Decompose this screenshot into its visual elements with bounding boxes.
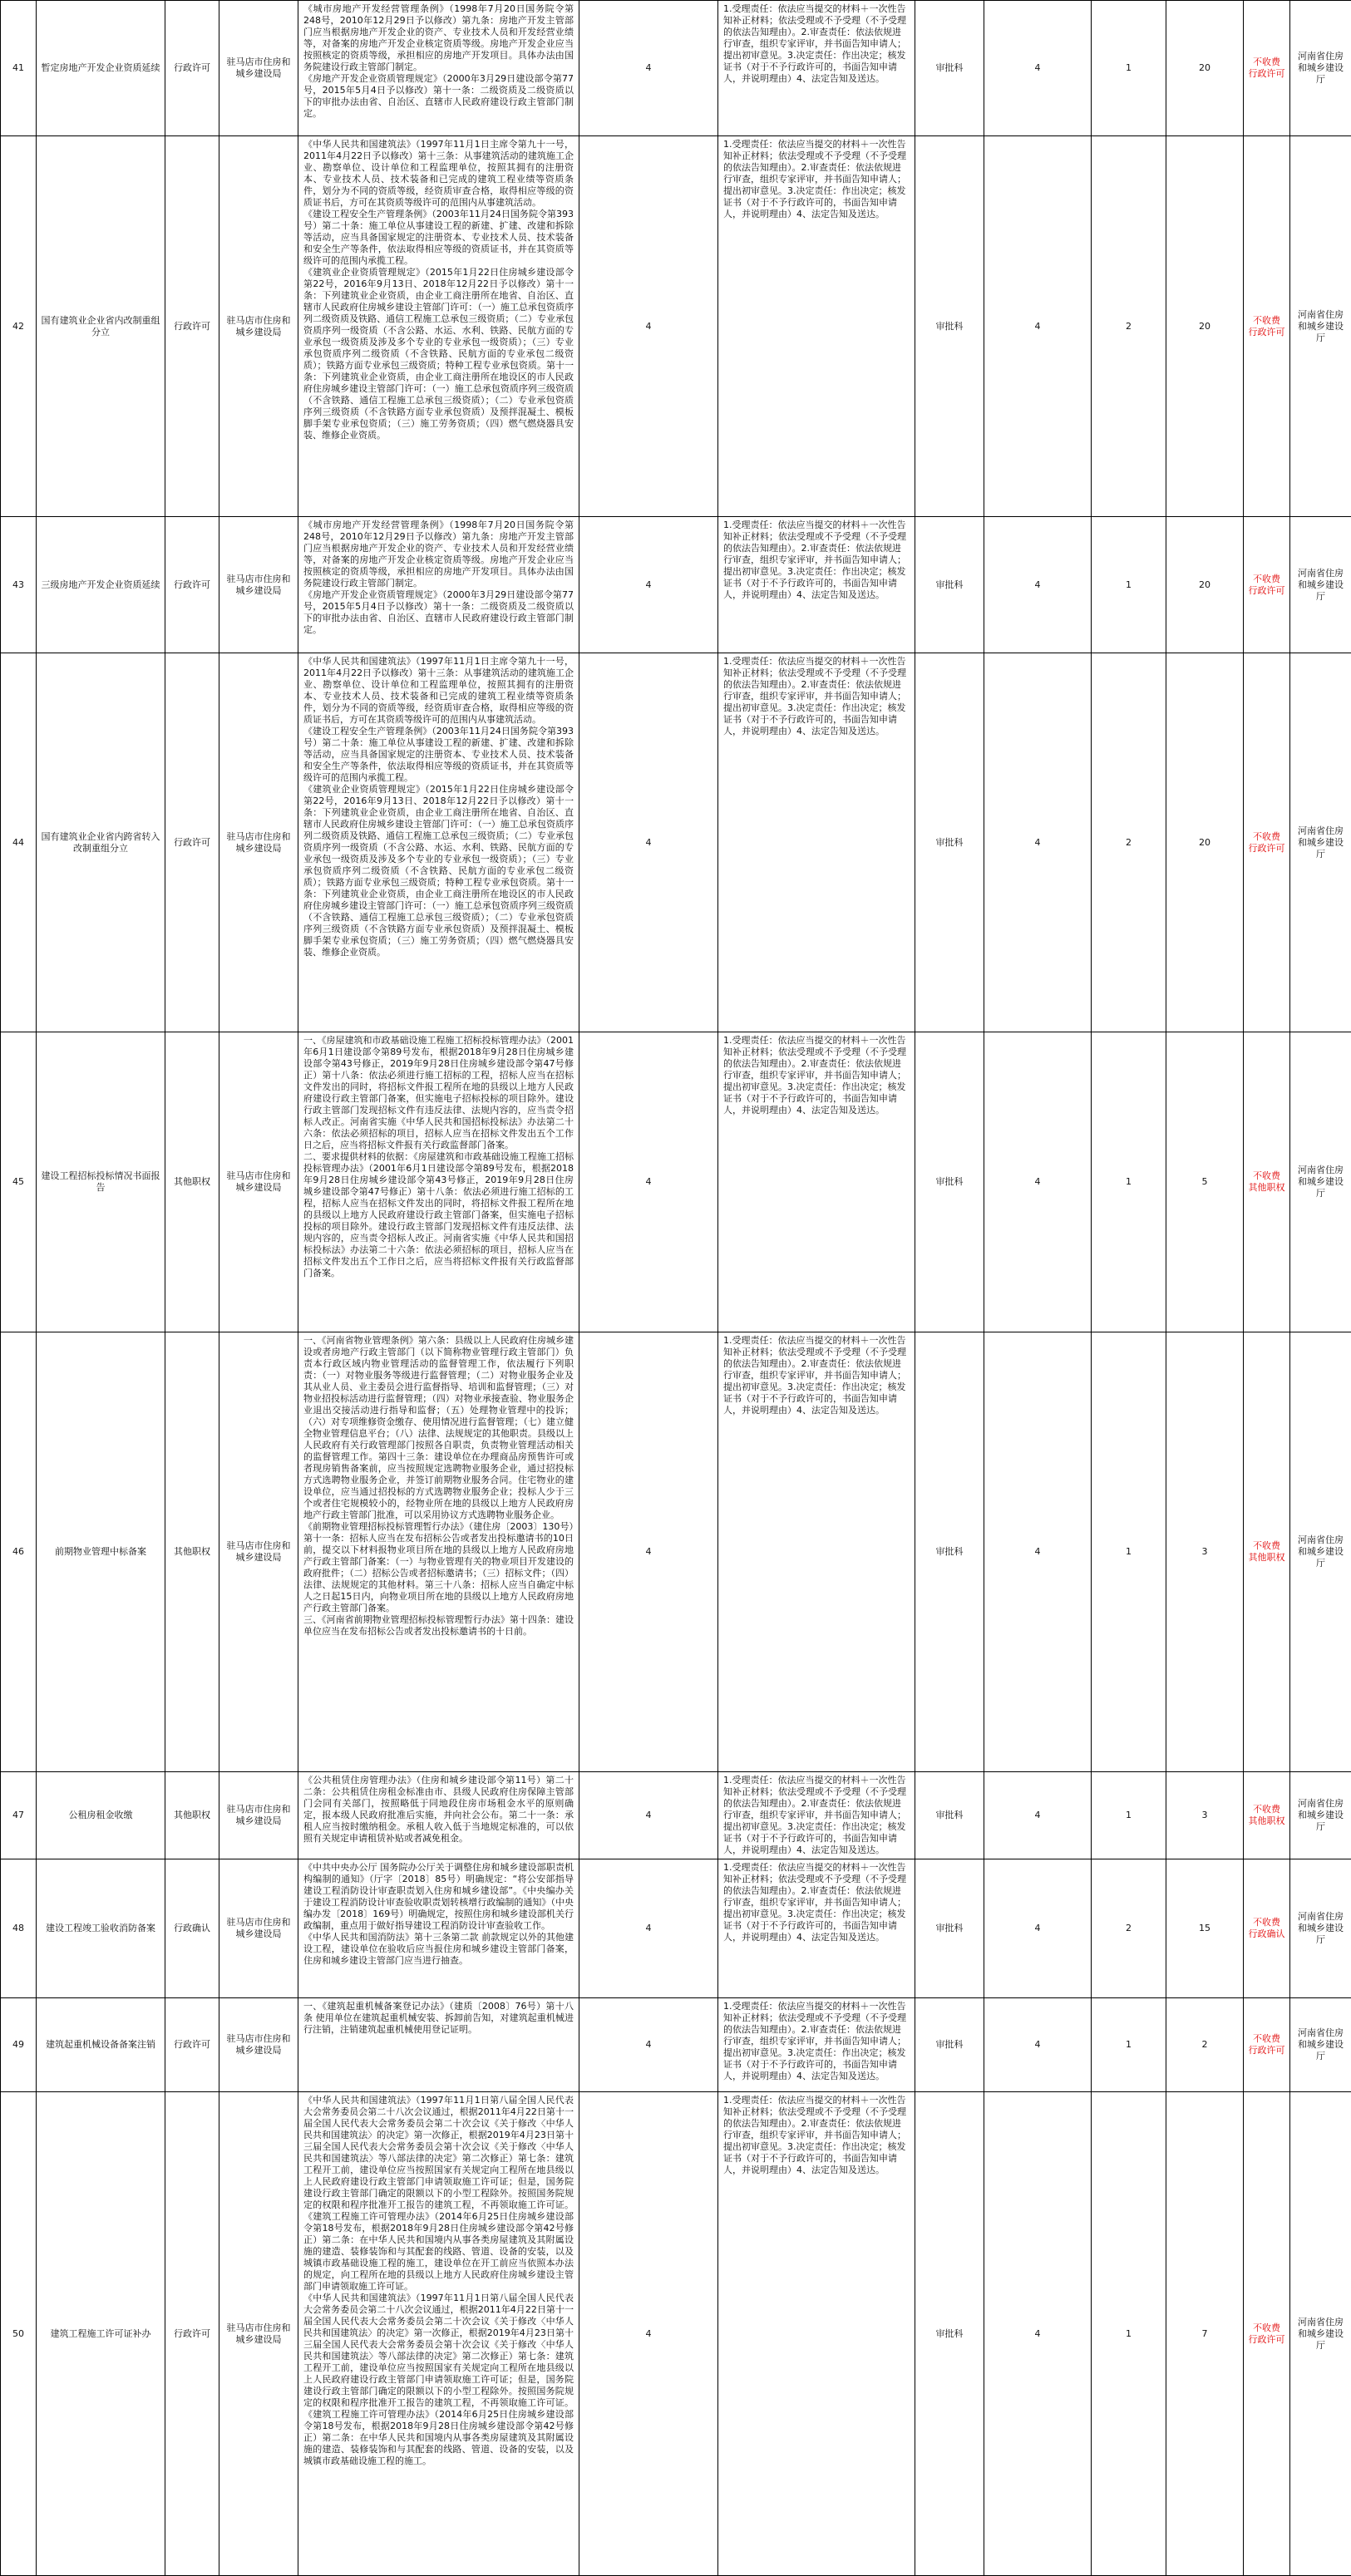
row-number: 47 xyxy=(12,1810,24,1820)
implementing-dept-cell xyxy=(219,2092,298,2576)
supervising-authority-cell xyxy=(1290,136,1351,517)
exercise-level: 4 xyxy=(646,2328,652,2339)
table-row xyxy=(1,136,1351,517)
handling-office: 审批科 xyxy=(936,837,964,848)
responsibility: 1.受理责任：依法应当提交的材料＋一次性告知补正材料；依法受理或不予受理（不予受理的依法告知理由）。2.审查责任：依法依规进行审查，组织专家评审，并书面告知申请人；提出初审意见。3.决定责任：作出决定；核发证书（对于不予行政许可的，书面告知申请人，并说明理由）4、法定告知及送达。 xyxy=(723,2095,906,2175)
value-a: 4 xyxy=(1035,321,1041,332)
responsibility: 1.受理责任：依法应当提交的材料＋一次性告知补正材料；依法受理或不予受理（不予受理的依法告知理由）。2.审查责任：依法依规进行审查，组织专家评审，并书面告知申请人；提出初审意见。3.决定责任：作出决定；核发证书（对于不予行政许可的，书面告知申请人，并说明理由）4、法定告知及送达。 xyxy=(723,1335,906,1416)
exercise-level: 4 xyxy=(646,321,652,332)
time-limit-cell xyxy=(1166,1332,1244,1772)
implementing-dept-cell xyxy=(219,136,298,517)
handling-office-cell xyxy=(915,517,984,653)
exercise-level-cell xyxy=(579,517,718,653)
handling-office-cell xyxy=(915,136,984,517)
responsibility-cell xyxy=(718,653,915,1032)
power-type-cell xyxy=(165,1772,219,1859)
power-type: 行政许可 xyxy=(174,837,210,848)
supervising-authority-cell xyxy=(1290,653,1351,1032)
handling-office-cell xyxy=(915,1332,984,1772)
implementing-dept: 驻马店市住房和城乡建设局 xyxy=(227,57,291,79)
exercise-level: 4 xyxy=(646,1810,652,1820)
table-body xyxy=(1,1,1351,2576)
supervising-authority-cell xyxy=(1290,517,1351,653)
handling-office: 审批科 xyxy=(936,1923,964,1933)
responsibility: 1.受理责任：依法应当提交的材料＋一次性告知补正材料；依法受理或不予受理（不予受理的依法告知理由）。2.审查责任：依法依规进行审查，组织专家评审，并书面告知申请人；提出初审意见。3.决定责任：作出决定；核发证书（对于不予行政许可的，书面告知申请人，并说明理由）4、法定告知及送达。 xyxy=(723,1035,906,1116)
supervising-authority: 河南省住房和城乡建设厅 xyxy=(1298,51,1344,85)
value-a: 4 xyxy=(1035,1176,1041,1187)
implementing-dept-cell xyxy=(219,1332,298,1772)
fee-label: 不收费 xyxy=(1247,57,1286,68)
power-type-cell xyxy=(165,653,219,1032)
power-type: 行政许可 xyxy=(174,2328,210,2339)
legal-basis: 一、《河南省物业管理条例》第六条：县级以上人民政府住房城乡建设或者房地产行政主管部门（以下简称物业管理行政主管部门）负责本行政区域内物业管理活动的监督管理工作，依法履行下列职责：（一）对物业服务等级进行监督管理；（二）对物业服务企业及其从业人员、业主委员会进行监督指导、培训和监督管理；（三）对物业招投标活动进行监督管理；（四）对物业承接查验、物业服务企业退出交接活动进行指导和监督；（五）处理物业管理中的投诉；（六）对专项维修资金缴存、使用情况进行监督管理；（七）建立健全物业管理信息平台；（八）法律、法规规定的其他职责。县级以上人民政府有关行政管理部门按照各自职责，负责物业管理活动相关的监督管理工作。第四十三条：建设单位在办理商品房预售许可或者现房销售备案前，应当按照规定选聘物业服务企业，通过招投标方式选聘物业服务企业，并签订前期物业服务合同。住宅物业的建设单位，应当通过招投标的方式选聘物业服务企业；投标人少于三个或者住宅规模较小的，经物业所在地的县级以上地方人民政府房地产行政主管部门批准，可以采用协议方式选聘物业服务企业。 《前期物业管理招标投标管理暂行办法》（建住房〔2003〕130号）第十一条：招标人应当在发布招标公告或者发出投标邀请书的10日前，提交以下材料报物业项目所在地的县级以上地方人民政府房地产行政主管部门备案：（一）与物业管理有关的物业项目开发建设的政府批件；（二）招标公告或者招标邀请书；（三）招标文件；（四）法律、法规规定的其他材料。第三十八条：招标人应当自确定中标人之日起15日内，向物业项目所在地的县级以上地方人民政府房地产行政主管部门备案。 三、《河南省前期物业管理招标投标管理暂行办法》第十四条：建设单位应当在发布招标公告或者发出投标邀请书的十日前。 xyxy=(303,1335,574,1637)
fee-category: 行政许可 xyxy=(1247,68,1286,80)
value-b-cell xyxy=(1092,136,1166,517)
row-number-cell xyxy=(1,1032,37,1332)
supervising-authority: 河南省住房和城乡建设厅 xyxy=(1298,2027,1344,2061)
fee-label: 不收费 xyxy=(1247,1804,1286,1815)
value-a-cell xyxy=(984,136,1092,517)
legal-basis-cell xyxy=(298,1,579,136)
item-name-cell xyxy=(37,1998,165,2092)
supervising-authority-cell xyxy=(1290,1998,1351,2092)
fee-label: 不收费 xyxy=(1247,1540,1286,1552)
power-type: 行政许可 xyxy=(174,579,210,590)
value-b-cell xyxy=(1092,1332,1166,1772)
value-a-cell xyxy=(984,1859,1092,1998)
implementing-dept-cell xyxy=(219,1859,298,1998)
handling-office-cell xyxy=(915,1859,984,1998)
row-number-cell xyxy=(1,1772,37,1859)
responsibility: 1.受理责任：依法应当提交的材料＋一次性告知补正材料；依法受理或不予受理（不予受理的依法告知理由）。2.审查责任：依法依规进行审查，组织专家评审，并书面告知申请人；提出初审意见。3.决定责任：作出决定；核发证书（对于不予行政许可的，书面告知申请人，并说明理由）4、法定告知及送达。 xyxy=(723,2001,906,2081)
supervising-authority: 河南省住房和城乡建设厅 xyxy=(1298,1911,1344,1945)
table-row xyxy=(1,1998,1351,2092)
power-type: 行政许可 xyxy=(174,2039,210,2050)
time-limit-cell xyxy=(1166,1998,1244,2092)
item-name: 三级房地产开发企业资质延续 xyxy=(42,579,160,590)
value-b-cell xyxy=(1092,2092,1166,2576)
power-type: 其他职权 xyxy=(174,1810,210,1820)
row-number: 50 xyxy=(12,2328,24,2339)
item-name-cell xyxy=(37,2092,165,2576)
legal-basis-cell xyxy=(298,2092,579,2576)
fee-label: 不收费 xyxy=(1247,1170,1286,1182)
time-limit: 2 xyxy=(1202,2039,1208,2050)
row-number-cell xyxy=(1,136,37,517)
fee-category: 行政许可 xyxy=(1247,2334,1286,2346)
responsibility: 1.受理责任：依法应当提交的材料＋一次性告知补正材料；依法受理或不予受理（不予受理的依法告知理由）。2.审查责任：依法依规进行审查，组织专家评审，并书面告知申请人；提出初审意见。3.决定责任：作出决定；核发证书（对于不予行政许可的，书面告知申请人，并说明理由）4、法定告知及送达。 xyxy=(723,656,906,736)
time-limit-cell xyxy=(1166,653,1244,1032)
power-type: 行政许可 xyxy=(174,62,210,73)
row-number-cell xyxy=(1,2092,37,2576)
time-limit: 20 xyxy=(1199,321,1210,332)
value-b-cell xyxy=(1092,1,1166,136)
exercise-level-cell xyxy=(579,1,718,136)
supervising-authority: 河南省住房和城乡建设厅 xyxy=(1298,309,1344,343)
row-number: 44 xyxy=(12,837,24,848)
legal-basis-cell xyxy=(298,517,579,653)
value-b-cell xyxy=(1092,653,1166,1032)
legal-basis: 一、《房屋建筑和市政基础设施工程施工招标投标管理办法》（2001年6月1日建设部令第89号发布，根据2018年9月28日住房城乡建设部令第43号修正，2019年9月28日住房城乡建设部令第47号修正）第十八条：依法必须进行施工招标的工程，招标人应当在招标文件发出的同时，将招标文件报工程所在地的县级以上地方人民政府建设行政主管部门备案，但实施电子招标投标的项目除外。建设行政主管部门发现招标文件有违反法律、法规内容的，应当责令招标人改正。河南省实施《中华人民共和国招标投标法》办法第二十六条：依法必须招标的项目，招标人应当在招标文件发出五个工作日之后，应当将招标文件报有关行政监督部门备案。 二、要求提供材料的依据：《房屋建筑和市政基础设施工程施工招标投标管理办法》（2001年6月1日建设部令第89号发布，根据2018年9月28日住房城乡建设部令第43号修正，2019年9月28日住房城乡建设部令第47号修正）第十八条：依法必须进行施工招标的工程，招标人应当在招标文件发出的同时，将招标文件报工程所在地的县级以上地方人民政府建设行政主管部门备案，但实施电子招标投标的项目除外。建设行政主管部门发现招标文件有违反法律、法规内容的，应当责令招标人改正。河南省实施《中华人民共和国招标投标法》办法第二十六条：依法必须招标的项目，招标人应当在招标文件发出五个工作日之后，应当将招标文件报有关行政监督部门备案。 xyxy=(303,1035,574,1278)
item-name: 国有建筑业企业省内跨省转入改制重组分立 xyxy=(42,831,160,854)
fee-category: 行政确认 xyxy=(1247,1928,1286,1940)
value-b: 1 xyxy=(1126,2328,1132,2339)
handling-office: 审批科 xyxy=(936,2328,964,2339)
fee-label: 不收费 xyxy=(1247,2322,1286,2334)
value-b: 2 xyxy=(1126,1923,1132,1933)
legal-basis: 一、《建筑起重机械备案登记办法》（建质〔2008〕76号）第十八条 使用单位在建筑起重机械安装、拆卸前告知，对建筑起重机械进行注销，注销建筑起重机械使用登记证明。 xyxy=(303,2001,574,2035)
row-number: 49 xyxy=(12,2039,24,2050)
responsibility-cell xyxy=(718,2092,915,2576)
implementing-dept-cell xyxy=(219,653,298,1032)
fee-status-cell xyxy=(1244,136,1290,517)
exercise-level: 4 xyxy=(646,1923,652,1933)
legal-basis-cell xyxy=(298,1032,579,1332)
fee-category: 行政许可 xyxy=(1247,585,1286,597)
handling-office: 审批科 xyxy=(936,579,964,590)
value-a-cell xyxy=(984,653,1092,1032)
time-limit-cell xyxy=(1166,1772,1244,1859)
legal-basis: 《中华人民共和国建筑法》（1997年11月1日第八届全国人民代表大会常务委员会第二十八次会议通过，根据2011年4月22日第十一届全国人民代表大会常务委员会第二十次会议《关于修改〈中华人民共和国建筑法〉的决定》第一次修正，根据2019年4月23日第十三届全国人民代表大会常务委员会第十次会议《关于修改〈中华人民共和国建筑法〉等八部法律的决定》第二次修正）第七条：建筑工程开工前，建设单位应当按照国家有关规定向工程所在地县级以上人民政府建设行政主管部门申请领取施工许可证；但是，国务院建设行政主管部门确定的限额以下的小型工程除外。按照国务院规定的权限和程序批准开工报告的建筑工程，不再领取施工许可证。《建筑工程施工许可管理办法》（2014年6月25日住房城乡建设部令第18号发布，根据2018年9月28日住房城乡建设部令第42号修正）第二条：在中华人民共和国境内从事各类房屋建筑及其附属设施的建造、装修装饰和与其配套的线路、管道、设备的安装，以及城镇市政基础设施工程的施工，建设单位在开工前应当依照本办法的规定，向工程所在地的县级以上地方人民政府住房城乡建设主管部门申请领取施工许可证。 《中华人民共和国建筑法》（1997年11月1日第八届全国人民代表大会常务委员会第二十八次会议通过，根据2011年4月22日第十一届全国人民代表大会常务委员会第二十次会议《关于修改〈中华人民共和国建筑法〉的决定》第一次修正，根据2019年4月23日第十三届全国人民代表大会常务委员会第十次会议《关于修改〈中华人民共和国建筑法〉等八部法律的决定》第二次修正）第七条：建筑工程开工前，建设单位应当按照国家有关规定向工程所在地县级以上人民政府建设行政主管部门申请领取施工许可证；但是，国务院建设行政主管部门确定的限额以下的小型工程除外。按照国务院规定的权限和程序批准开工报告的建筑工程，不再领取施工许可证。《建筑工程施工许可管理办法》（2014年6月25日住房城乡建设部令第18号发布，根据2018年9月28日住房城乡建设部令第42号修正）第二条：在中华人民共和国境内从事各类房屋建筑及其附属设施的建造、装修装饰和与其配套的线路、管道、设备的安装，以及城镇市政基础设施工程的施工。 xyxy=(303,2095,574,2466)
item-name: 建设工程招标投标情况书面报告 xyxy=(42,1170,160,1193)
supervising-authority-cell xyxy=(1290,1,1351,136)
table-row xyxy=(1,1772,1351,1859)
legal-basis: 《城市房地产开发经营管理条例》（1998年7月20日国务院令第248号，2010年12月29日予以修改）第九条：房地产开发主管部门应当根据房地产开发企业的资产、专业技术人员和开发经营业绩等，对备案的房地产开发企业核定资质等级。房地产开发企业应当按照核定的资质等级，承担相应的房地产开发项目。具体办法由国务院建设行政主管部门制定。 《房地产开发企业资质管理规定》（2000年3月29日建设部令第77号，2015年5月4日予以修改）第十一条：二级资质及二级资质以下的审批办法由省、自治区、直辖市人民政府建设行政主管部门制定。 xyxy=(303,3,574,119)
time-limit: 20 xyxy=(1199,579,1210,590)
implementing-dept-cell xyxy=(219,517,298,653)
handling-office: 审批科 xyxy=(936,2039,964,2050)
fee-status-cell xyxy=(1244,1998,1290,2092)
fee-label: 不收费 xyxy=(1247,2033,1286,2045)
item-name: 暂定房地产开发企业资质延续 xyxy=(42,62,160,73)
fee-category: 其他职权 xyxy=(1247,1552,1286,1564)
value-b: 2 xyxy=(1126,837,1132,848)
item-name: 建筑工程施工许可证补办 xyxy=(51,2328,151,2339)
value-a-cell xyxy=(984,1998,1092,2092)
row-number: 45 xyxy=(12,1176,24,1187)
fee-category: 行政许可 xyxy=(1247,2045,1286,2056)
implementing-dept: 驻马店市住房和城乡建设局 xyxy=(227,1917,291,1939)
handling-office-cell xyxy=(915,1,984,136)
implementing-dept: 驻马店市住房和城乡建设局 xyxy=(227,2033,291,2056)
fee-status-cell xyxy=(1244,1332,1290,1772)
handling-office-cell xyxy=(915,2092,984,2576)
responsibility: 1.受理责任：依法应当提交的材料＋一次性告知补正材料；依法受理或不予受理（不予受理的依法告知理由）。2.审查责任：依法依规进行审查，组织专家评审，并书面告知申请人；提出初审意见。3.决定责任：作出决定；核发证书（对于不予行政许可的，书面告知申请人，并说明理由）4、法定告知及送达。 xyxy=(723,1862,906,1943)
fee-status-cell xyxy=(1244,1859,1290,1998)
responsibility: 1.受理责任：依法应当提交的材料＋一次性告知补正材料；依法受理或不予受理（不予受理的依法告知理由）。2.审查责任：依法依规进行审查，组织专家评审，并书面告知申请人；提出初审意见。3.决定责任：作出决定；核发证书（对于不予行政许可的，书面告知申请人，并说明理由）4、法定告知及送达。 xyxy=(723,520,906,600)
responsibility: 1.受理责任：依法应当提交的材料＋一次性告知补正材料；依法受理或不予受理（不予受理的依法告知理由）。2.审查责任：依法依规进行审查，组织专家评审，并书面告知申请人；提出初审意见。3.决定责任：作出决定；核发证书（对于不予行政许可的，书面告知申请人，并说明理由）4、法定告知及送达。 xyxy=(723,3,906,84)
implementing-dept-cell xyxy=(219,1998,298,2092)
time-limit: 20 xyxy=(1199,837,1210,848)
power-type: 行政许可 xyxy=(174,321,210,332)
supervising-authority-cell xyxy=(1290,1332,1351,1772)
power-type-cell xyxy=(165,1332,219,1772)
handling-office: 审批科 xyxy=(936,62,964,73)
handling-office: 审批科 xyxy=(936,1176,964,1187)
time-limit-cell xyxy=(1166,517,1244,653)
time-limit-cell xyxy=(1166,1032,1244,1332)
handling-office: 审批科 xyxy=(936,1810,964,1820)
implementing-dept: 驻马店市住房和城乡建设局 xyxy=(227,315,291,337)
table-row xyxy=(1,1859,1351,1998)
handling-office-cell xyxy=(915,1772,984,1859)
table-row xyxy=(1,1032,1351,1332)
value-a: 4 xyxy=(1035,837,1041,848)
table-row xyxy=(1,517,1351,653)
exercise-level: 4 xyxy=(646,2039,652,2050)
time-limit: 3 xyxy=(1202,1546,1208,1557)
row-number-cell xyxy=(1,517,37,653)
responsibility-cell xyxy=(718,1772,915,1859)
legal-basis: 《中华人民共和国建筑法》（1997年11月1日主席令第九十一号，2011年4月22日予以修改）第十三条：从事建筑活动的建筑施工企业、勘察单位、设计单位和工程监理单位，按照其拥有的注册资本、专业技术人员、技术装备和已完成的建筑工程业绩等资质条件，划分为不同的资质等级，经资质审查合格，取得相应等级的资质证书后，方可在其资质等级许可的范围内从事建筑活动。 《建设工程安全生产管理条例》（2003年11月24日国务院令第393号）第二十条：施工单位从事建设工程的新建、扩建、改建和拆除等活动，应当具备国家规定的注册资本、专业技术人员、技术装备和安全生产等条件，依法取得相应等级的资质证书，并在其资质等级许可的范围内承揽工程。 《建筑业企业资质管理规定》（2015年1月22日住房城乡建设部令第22号，2016年9月13日、2018年12月22日予以修改）第十一条：下列建筑业企业资质，由企业工商注册所在地省、自治区、直辖市人民政府住房城乡建设主管部门许可：（一）施工总承包资质序列二级资质及铁路、通信工程施工总承包三级资质；（二）专业承包资质序列一级资质（不含公路、水运、水利、铁路、民航方面的专业承包一级资质及涉及多个专业的专业承包一级资质）；（三）专业承包资质序列二级资质（不含铁路、民航方面的专业承包二级资质）；铁路方面专业承包三级资质；特种工程专业承包资质。第十一条：下列建筑业企业资质，由企业工商注册所在地设区的市人民政府住房城乡建设主管部门许可：（一）施工总承包资质序列三级资质（不含铁路、通信工程施工总承包三级资质）；（二）专业承包资质序列三级资质（不含铁路方面专业承包资质）及预拌混凝土、模板脚手架专业承包资质；（三）施工劳务资质；（四）燃气燃烧器具安装、维修企业资质。 xyxy=(303,139,574,441)
item-name-cell xyxy=(37,517,165,653)
exercise-level-cell xyxy=(579,1998,718,2092)
value-a-cell xyxy=(984,1332,1092,1772)
row-number-cell xyxy=(1,1332,37,1772)
value-b: 1 xyxy=(1126,1176,1132,1187)
item-name-cell xyxy=(37,1032,165,1332)
value-a: 4 xyxy=(1035,62,1041,73)
value-a: 4 xyxy=(1035,1546,1041,1557)
supervising-authority: 河南省住房和城乡建设厅 xyxy=(1298,1165,1344,1199)
item-name: 国有建筑业企业省内改制重组分立 xyxy=(42,315,160,337)
time-limit: 20 xyxy=(1199,62,1210,73)
exercise-level-cell xyxy=(579,653,718,1032)
supervising-authority: 河南省住房和城乡建设厅 xyxy=(1298,2317,1344,2351)
row-number-cell xyxy=(1,653,37,1032)
implementing-dept: 驻马店市住房和城乡建设局 xyxy=(227,1540,291,1563)
value-b: 1 xyxy=(1126,2039,1132,2050)
legal-basis: 《城市房地产开发经营管理条例》（1998年7月20日国务院令第248号，2010年12月29日予以修改）第九条：房地产开发主管部门应当根据房地产开发企业的资产、专业技术人员和开发经营业绩等，对备案的房地产开发企业核定资质等级。房地产开发企业应当按照核定的资质等级，承担相应的房地产开发项目。具体办法由国务院建设行政主管部门制定。 《房地产开发企业资质管理规定》（2000年3月29日建设部令第77号，2015年5月4日予以修改）第十一条：二级资质及二级资质以下的审批办法由省、自治区、直辖市人民政府建设行政主管部门制定。 xyxy=(303,520,574,635)
handling-office-cell xyxy=(915,1998,984,2092)
responsibility-cell xyxy=(718,1,915,136)
value-a: 4 xyxy=(1035,1923,1041,1933)
time-limit-cell xyxy=(1166,1859,1244,1998)
fee-status-cell xyxy=(1244,1772,1290,1859)
time-limit-cell xyxy=(1166,1,1244,136)
supervising-authority: 河南省住房和城乡建设厅 xyxy=(1298,1798,1344,1832)
supervising-authority-cell xyxy=(1290,1859,1351,1998)
row-number: 42 xyxy=(12,321,24,332)
item-name: 前期物业管理中标备案 xyxy=(55,1546,146,1557)
value-a: 4 xyxy=(1035,579,1041,590)
exercise-level: 4 xyxy=(646,1176,652,1187)
fee-status-cell xyxy=(1244,517,1290,653)
value-a: 4 xyxy=(1035,2328,1041,2339)
value-b-cell xyxy=(1092,1998,1166,2092)
value-b-cell xyxy=(1092,1032,1166,1332)
power-type-cell xyxy=(165,1032,219,1332)
responsibility: 1.受理责任：依法应当提交的材料＋一次性告知补正材料；依法受理或不予受理（不予受理的依法告知理由）。2.审查责任：依法依规进行审查，组织专家评审，并书面告知申请人；提出初审意见。3.决定责任：作出决定；核发证书（对于不予行政许可的，书面告知申请人，并说明理由）4、法定告知及送达。 xyxy=(723,1775,906,1855)
exercise-level-cell xyxy=(579,136,718,517)
fee-status-cell xyxy=(1244,653,1290,1032)
implementing-dept-cell xyxy=(219,1,298,136)
implementing-dept: 驻马店市住房和城乡建设局 xyxy=(227,1804,291,1826)
row-number-cell xyxy=(1,1998,37,2092)
power-type: 其他职权 xyxy=(174,1176,210,1187)
responsibility-cell xyxy=(718,1032,915,1332)
exercise-level: 4 xyxy=(646,837,652,848)
value-a: 4 xyxy=(1035,2039,1041,2050)
exercise-level-cell xyxy=(579,1772,718,1859)
power-type-cell xyxy=(165,136,219,517)
exercise-level: 4 xyxy=(646,62,652,73)
value-a-cell xyxy=(984,1,1092,136)
fee-category: 其他职权 xyxy=(1247,1815,1286,1827)
row-number: 46 xyxy=(12,1546,24,1557)
time-limit: 15 xyxy=(1199,1923,1210,1933)
implementing-dept: 驻马店市住房和城乡建设局 xyxy=(227,574,291,596)
row-number: 43 xyxy=(12,579,24,590)
power-type-cell xyxy=(165,1,219,136)
item-name-cell xyxy=(37,1332,165,1772)
legal-basis-cell xyxy=(298,136,579,517)
supervising-authority: 河南省住房和城乡建设厅 xyxy=(1298,825,1344,859)
handling-office: 审批科 xyxy=(936,1546,964,1557)
responsibility-cell xyxy=(718,1332,915,1772)
time-limit: 7 xyxy=(1202,2328,1208,2339)
fee-status-cell xyxy=(1244,1,1290,136)
table-row xyxy=(1,1332,1351,1772)
supervising-authority-cell xyxy=(1290,1772,1351,1859)
power-type-cell xyxy=(165,517,219,653)
legal-basis-cell xyxy=(298,1998,579,2092)
fee-label: 不收费 xyxy=(1247,1917,1286,1928)
exercise-level: 4 xyxy=(646,579,652,590)
exercise-level: 4 xyxy=(646,1546,652,1557)
supervising-authority-cell xyxy=(1290,2092,1351,2576)
legal-basis-cell xyxy=(298,1332,579,1772)
item-name-cell xyxy=(37,136,165,517)
implementing-dept-cell xyxy=(219,1772,298,1859)
item-name-cell xyxy=(37,1772,165,1859)
implementing-dept-cell xyxy=(219,1032,298,1332)
value-a-cell xyxy=(984,2092,1092,2576)
supervising-authority-cell xyxy=(1290,1032,1351,1332)
fee-label: 不收费 xyxy=(1247,574,1286,585)
supervising-authority: 河南省住房和城乡建设厅 xyxy=(1298,568,1344,602)
row-number-cell xyxy=(1,1,37,136)
value-a-cell xyxy=(984,1772,1092,1859)
power-type-cell xyxy=(165,1998,219,2092)
responsibility: 1.受理责任：依法应当提交的材料＋一次性告知补正材料；依法受理或不予受理（不予受理的依法告知理由）。2.审查责任：依法依规进行审查，组织专家评审，并书面告知申请人；提出初审意见。3.决定责任：作出决定；核发证书（对于不予行政许可的，书面告知申请人，并说明理由）4、法定告知及送达。 xyxy=(723,139,906,219)
item-name: 公租房租金收缴 xyxy=(69,1810,133,1820)
value-a-cell xyxy=(984,1032,1092,1332)
responsibility-cell xyxy=(718,1859,915,1998)
row-number: 48 xyxy=(12,1923,24,1933)
power-type-cell xyxy=(165,2092,219,2576)
exercise-level-cell xyxy=(579,1032,718,1332)
row-number-cell xyxy=(1,1859,37,1998)
value-b-cell xyxy=(1092,1859,1166,1998)
power-type: 其他职权 xyxy=(174,1546,210,1557)
responsibility-cell xyxy=(718,1998,915,2092)
handling-office-cell xyxy=(915,1032,984,1332)
exercise-level-cell xyxy=(579,2092,718,2576)
item-name-cell xyxy=(37,653,165,1032)
legal-basis: 《公共租赁住房管理办法》（住房和城乡建设部令第11号）第二十二条：公共租赁住房租金标准由市、县级人民政府住房保障主管部门会同有关部门，按照略低于同地段住房市场租金水平的原则确定，报本级人民政府批准后实施，并向社会公布。第二十一条：承租人应当按时缴纳租金。承租人收入低于当地规定标准的，可以依照有关规定申请租赁补贴或者减免租金。 xyxy=(303,1775,574,1844)
value-b-cell xyxy=(1092,1772,1166,1859)
implementing-dept: 驻马店市住房和城乡建设局 xyxy=(227,1170,291,1193)
responsibility-cell xyxy=(718,517,915,653)
fee-category: 其他职权 xyxy=(1247,1182,1286,1194)
supervising-authority: 河南省住房和城乡建设厅 xyxy=(1298,1534,1344,1569)
fee-status-cell xyxy=(1244,1032,1290,1332)
time-limit: 5 xyxy=(1202,1176,1208,1187)
fee-label: 不收费 xyxy=(1247,315,1286,327)
item-name-cell xyxy=(37,1,165,136)
exercise-level-cell xyxy=(579,1332,718,1772)
value-b: 1 xyxy=(1126,1546,1132,1557)
fee-label: 不收费 xyxy=(1247,831,1286,843)
handling-office: 审批科 xyxy=(936,321,964,332)
exercise-level-cell xyxy=(579,1859,718,1998)
time-limit-cell xyxy=(1166,136,1244,517)
item-name: 建筑起重机械设备备案注销 xyxy=(46,2039,155,2050)
legal-basis: 《中华人民共和国建筑法》（1997年11月1日主席令第九十一号，2011年4月22日予以修改）第十三条：从事建筑活动的建筑施工企业、勘察单位、设计单位和工程监理单位，按照其拥有的注册资本、专业技术人员、技术装备和已完成的建筑工程业绩等资质条件，划分为不同的资质等级，经资质审查合格，取得相应等级的资质证书后，方可在其资质等级许可的范围内从事建筑活动。 《建设工程安全生产管理条例》（2003年11月24日国务院令第393号）第二十条：施工单位从事建设工程的新建、扩建、改建和拆除等活动，应当具备国家规定的注册资本、专业技术人员、技术装备和安全生产等条件，依法取得相应等级的资质证书，并在其资质等级许可的范围内承揽工程。 《建筑业企业资质管理规定》（2015年1月22日住房城乡建设部令第22号，2016年9月13日、2018年12月22日予以修改）第十一条：下列建筑业企业资质，由企业工商注册所在地省、自治区、直辖市人民政府住房城乡建设主管部门许可：（一）施工总承包资质序列二级资质及铁路、通信工程施工总承包三级资质；（二）专业承包资质序列一级资质（不含公路、水运、水利、铁路、民航方面的专业承包一级资质及涉及多个专业的专业承包一级资质）；（三）专业承包资质序列二级资质（不含铁路、民航方面的专业承包二级资质）；铁路方面专业承包三级资质；特种工程专业承包资质。第十一条：下列建筑业企业资质，由企业工商注册所在地设区的市人民政府住房城乡建设主管部门许可：（一）施工总承包资质序列三级资质（不含铁路、通信工程施工总承包三级资质）；（二）专业承包资质序列三级资质（不含铁路方面专业承包资质）及预拌混凝土、模板脚手架专业承包资质；（三）施工劳务资质；（四）燃气燃烧器具安装、维修企业资质。 xyxy=(303,656,574,958)
item-name: 建设工程竣工验收消防备案 xyxy=(46,1923,155,1933)
value-a-cell xyxy=(984,517,1092,653)
time-limit: 3 xyxy=(1202,1810,1208,1820)
value-a: 4 xyxy=(1035,1810,1041,1820)
value-b: 1 xyxy=(1126,579,1132,590)
legal-basis-cell xyxy=(298,653,579,1032)
table-row xyxy=(1,653,1351,1032)
item-name-cell xyxy=(37,1859,165,1998)
fee-category: 行政许可 xyxy=(1247,843,1286,855)
table-row xyxy=(1,1,1351,136)
legal-basis: 《中共中央办公厅 国务院办公厅关于调整住房和城乡建设部职责机构编制的通知》（厅字〔2018〕85号）明确规定：“将公安部指导建设工程消防设计审查职责划入住房和城乡建设部”。《中央编办关于建设工程消防设计审查验收职责划转核增行政编制的通知》（中央编办发〔2018〕169号）明确规定，按照住房和城乡建设部机关行政编制，重点用于做好指导建设工程消防设计审查验收工作。 《中华人民共和国消防法》第十三条第二款 前款规定以外的其他建设工程，建设单位在验收后应当报住房和城乡建设主管部门备案，住房和城乡建设主管部门应当进行抽查。 xyxy=(303,1862,574,1966)
row-number: 41 xyxy=(12,62,24,73)
value-b: 2 xyxy=(1126,321,1132,332)
power-type-cell xyxy=(165,1859,219,1998)
implementing-dept: 驻马店市住房和城乡建设局 xyxy=(227,831,291,854)
fee-category: 行政许可 xyxy=(1247,327,1286,338)
handling-office-cell xyxy=(915,653,984,1032)
value-b: 1 xyxy=(1126,62,1132,73)
legal-basis-cell xyxy=(298,1859,579,1998)
power-type: 行政确认 xyxy=(174,1923,210,1933)
legal-basis-cell xyxy=(298,1772,579,1859)
fee-status-cell xyxy=(1244,2092,1290,2576)
value-b: 1 xyxy=(1126,1810,1132,1820)
implementing-dept: 驻马店市住房和城乡建设局 xyxy=(227,2322,291,2345)
table-row xyxy=(1,2092,1351,2576)
time-limit-cell xyxy=(1166,2092,1244,2576)
responsibility-cell xyxy=(718,136,915,517)
value-b-cell xyxy=(1092,517,1166,653)
